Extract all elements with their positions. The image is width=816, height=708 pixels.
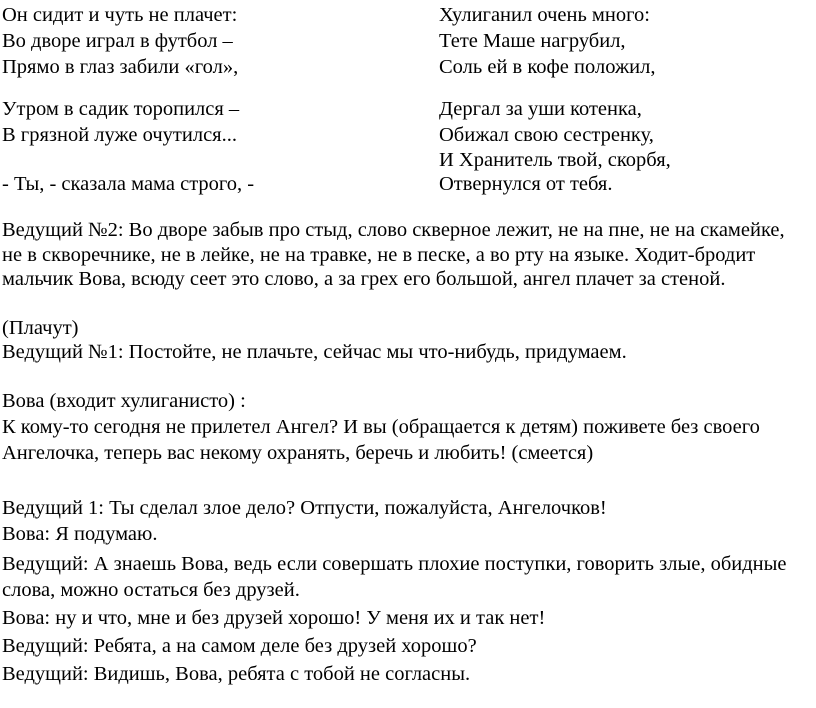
poem-left-line-3: Прямо в глаз забили «гол», [2, 56, 239, 78]
poem-right-line-2: Тете Маше нагрубил, [439, 30, 626, 52]
poem-right-line-5: Обижал свою сестренку, [439, 124, 654, 146]
dialogue-line: Ведущий 1: Ты сделал злое дело? Отпусти, пожалуйста, Ангелочков! [2, 497, 607, 519]
dialogue-line: Ведущий: Видишь, Вова, ребята с тобой не согласны. [2, 663, 471, 685]
dialogue-line: Ведущий: А знаешь Вова, ведь если совершать плохие поступки, говорить злые, обидные [2, 553, 787, 575]
poem-left-line-6: - Ты, - сказала мама строго, - [2, 173, 255, 195]
poem-right-line-1: Хулиганил очень много: [439, 4, 650, 26]
dialogue-line: К кому-то сегодня не прилетел Ангел? И вы (обращается к детям) поживете без своего [2, 416, 760, 438]
dialogue-line: Вова: ну и что, мне и без друзей хорошо! У меня их и так нет! [2, 607, 546, 629]
poem-right-line-3: Соль ей в кофе положил, [439, 56, 656, 78]
dialogue-line: не в скворечнике, не в лейке, не на травке, не в песке, а во рту на языке. Ходит-бродит [2, 244, 756, 266]
dialogue-line: мальчик Вова, всюду сеет это слово, а за грех его большой, ангел плачет за стеной. [2, 268, 726, 290]
dialogue-line: (Плачут) [2, 317, 79, 339]
dialogue-line: Ведущий №1: Постойте, не плачьте, сейчас мы что-нибудь, придумаем. [2, 341, 627, 363]
dialogue-line: Ведущий: Ребята, а на самом деле без друзей хорошо? [2, 635, 477, 657]
poem-right-line-6: И Хранитель твой, скорбя, [439, 149, 671, 171]
poem-left-line-4: Утром в садик торопился – [2, 98, 240, 120]
dialogue-line: Ведущий №2: Во дворе забыв про стыд, слово скверное лежит, не на пне, не на скамейке, [2, 219, 785, 241]
poem-left-line-1: Он сидит и чуть не плачет: [2, 4, 238, 26]
dialogue-line: Вова: Я подумаю. [2, 523, 158, 545]
dialogue-line: слова, можно остаться без друзей. [2, 579, 300, 601]
poem-left-line-5: В грязной луже очутился... [2, 124, 237, 146]
poem-right-line-4: Дергал за уши котенка, [439, 98, 642, 120]
poem-left-line-2: Во дворе играл в футбол – [2, 30, 233, 52]
poem-right-line-7: Отвернулся от тебя. [439, 173, 613, 195]
dialogue-line: Ангелочка, теперь вас некому охранять, беречь и любить! (смеется) [2, 442, 594, 464]
dialogue-line: Вова (входит хулиганисто) : [2, 390, 246, 412]
